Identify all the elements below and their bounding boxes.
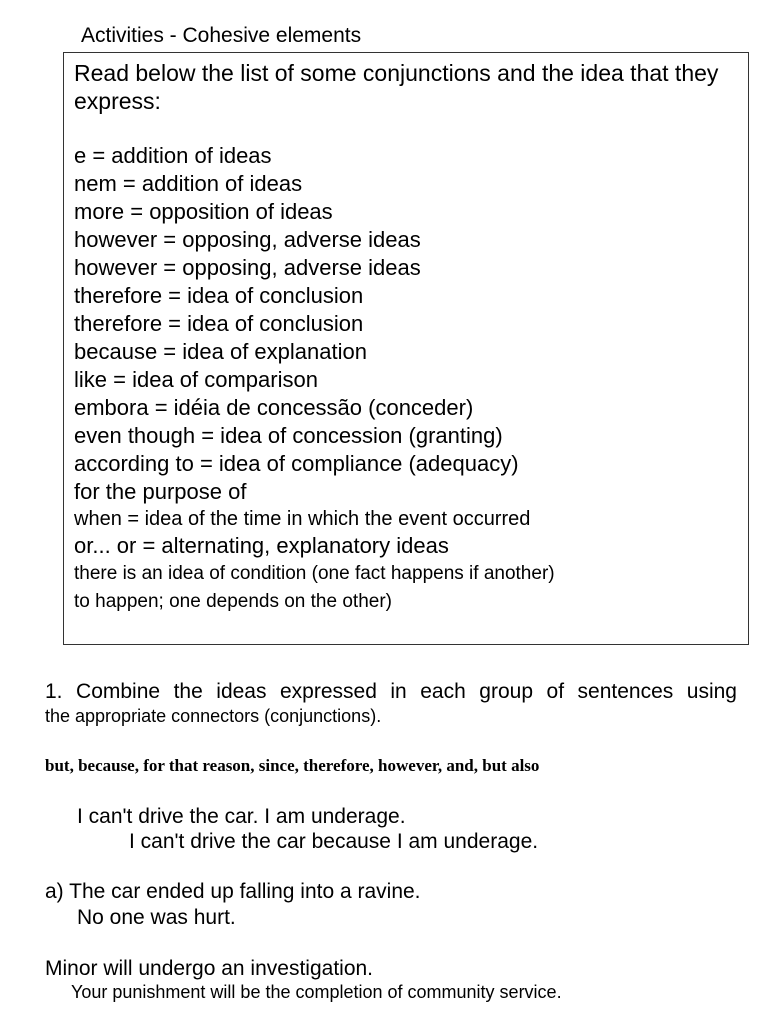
conjunction-item: because = idea of explanation xyxy=(74,339,367,364)
example-sentences: I can't drive the car. I am underage. xyxy=(77,805,406,828)
conjunction-item: more = opposition of ideas xyxy=(74,199,333,224)
item-b-sentence-2: Your punishment will be the completion of community service. xyxy=(71,982,562,1002)
conjunction-item: when = idea of the time in which the event occurred xyxy=(74,508,531,530)
box-intro: Read below the list of some conjunctions and the idea that they express: xyxy=(74,60,719,114)
conjunction-item: to happen; one depends on the other) xyxy=(74,591,392,612)
conjunction-item: embora = idéia de concessão (conceder) xyxy=(74,395,474,420)
instruction-line-2: the appropriate connectors (conjunctions). xyxy=(45,706,382,726)
instruction-line-1: 1. Combine the ideas expressed in each group of sentences using xyxy=(45,680,737,703)
conjunction-item: or... or = alternating, explanatory ideas xyxy=(74,533,449,558)
example-answer: I can't drive the car because I am underage. xyxy=(129,830,539,853)
conjunction-item: even though = idea of concession (granting) xyxy=(74,423,503,448)
conjunctions-box xyxy=(63,52,749,645)
connector-word-bank: but, because, for that reason, since, therefore, however, and, but also xyxy=(45,756,540,775)
conjunction-item: however = opposing, adverse ideas xyxy=(74,255,421,280)
conjunction-item: therefore = idea of conclusion xyxy=(74,311,364,336)
conjunction-item: like = idea of comparison xyxy=(74,367,318,392)
item-a-sentence-1: a) The car ended up falling into a ravine. xyxy=(45,880,421,903)
conjunction-item: e = addition of ideas xyxy=(74,143,272,168)
conjunction-item: however = opposing, adverse ideas xyxy=(74,227,421,252)
conjunction-list xyxy=(74,142,555,616)
item-b-sentence-1: Minor will undergo an investigation. xyxy=(45,957,374,980)
conjunction-item: therefore = idea of conclusion xyxy=(74,283,364,308)
conjunction-item: nem = addition of ideas xyxy=(74,171,303,196)
conjunction-item: there is an idea of condition (one fact happens if another) xyxy=(74,563,555,584)
conjunction-item: for the purpose of xyxy=(74,479,247,504)
item-a-sentence-2: No one was hurt. xyxy=(77,906,236,929)
page-title: Activities - Cohesive elements xyxy=(81,24,362,47)
exercise-instruction xyxy=(45,679,737,728)
conjunction-item: according to = idea of compliance (adequacy) xyxy=(74,451,519,476)
